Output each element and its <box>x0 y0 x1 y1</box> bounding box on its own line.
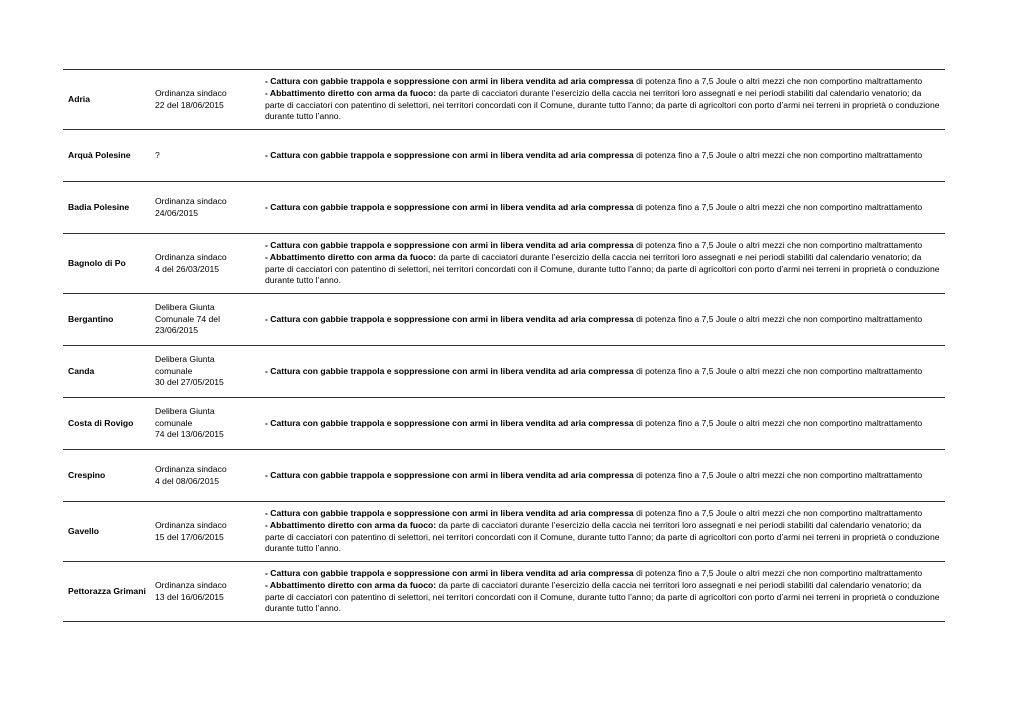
measure-line <box>265 508 941 520</box>
measure-text: di potenza fino a 7,5 Joule o altri mezzi che non comportino maltrattamento <box>633 417 923 428</box>
act-cell: Delibera Giunta Comunale 74 del 23/06/2015 <box>151 294 261 346</box>
measure-line <box>265 520 941 555</box>
measure-title: - Cattura con gabbie trappola e soppressione con armi in libera vendita ad aria compressa <box>265 568 634 579</box>
measure-line <box>265 418 941 430</box>
measure-line <box>265 580 941 615</box>
measure-line <box>265 568 941 580</box>
measure-text: di potenza fino a 7,5 Joule o altri mezzi che non comportino maltrattamento <box>633 149 923 160</box>
measure-text: di potenza fino a 7,5 Joule o altri mezzi che non comportino maltrattamento <box>633 469 923 480</box>
measure-text: di potenza fino a 7,5 Joule o altri mezzi che non comportino maltrattamento <box>633 240 923 251</box>
measures-cell <box>261 346 945 398</box>
act-cell: Delibera Giunta comunale 30 del 27/05/2015 <box>151 346 261 398</box>
municipality-cell: Adria <box>63 70 151 130</box>
act-cell: ? <box>151 130 261 182</box>
measure-title: - Abbattimento diretto con arma da fuoco: <box>265 579 437 590</box>
measures-cell <box>261 294 945 346</box>
act-cell: Ordinanza sindaco 13 del 16/06/2015 <box>151 562 261 622</box>
table-row <box>63 398 945 450</box>
measure-title: - Cattura con gabbie trappola e soppressione con armi in libera vendita ad aria compressa <box>265 417 634 428</box>
table-row <box>63 234 945 294</box>
act-cell: Ordinanza sindaco 4 del 26/03/2015 <box>151 234 261 294</box>
measure-line <box>265 252 941 287</box>
municipality-cell: Pettorazza Grimani <box>63 562 151 622</box>
municipality-cell: Bergantino <box>63 294 151 346</box>
table-body <box>63 70 945 622</box>
municipality-cell: Gavello <box>63 502 151 562</box>
measure-text: di potenza fino a 7,5 Joule o altri mezzi che non comportino maltrattamento <box>633 201 923 212</box>
document-page <box>63 69 943 622</box>
municipality-cell: Arquà Polesine <box>63 130 151 182</box>
municipality-cell: Badia Polesine <box>63 182 151 234</box>
measure-title: - Abbattimento diretto con arma da fuoco: <box>265 251 437 262</box>
measure-text: da parte di cacciatori durante l’esercizio della caccia nei territori loro assegnati e nei periodi stabiliti dal calendario venatorio; da parte di cacciatori con patentino di selettori, nei territori concordati con il Comune, durante tutto l’anno; da parte di agricoltori con porto d’armi nei terreni in proprietà o conduzione durante tutto l’anno. <box>265 251 940 286</box>
measures-cell <box>261 562 945 622</box>
measures-cell <box>261 182 945 234</box>
measure-title: - Abbattimento diretto con arma da fuoco: <box>265 519 437 530</box>
municipality-cell: Costa di Rovigo <box>63 398 151 450</box>
measures-cell <box>261 450 945 502</box>
act-cell: Delibera Giunta comunale 74 del 13/06/2015 <box>151 398 261 450</box>
table-row <box>63 346 945 398</box>
measure-title: - Cattura con gabbie trappola e soppressione con armi in libera vendita ad aria compressa <box>265 240 634 251</box>
measure-text: di potenza fino a 7,5 Joule o altri mezzi che non comportino maltrattamento <box>633 313 923 324</box>
measure-title: - Cattura con gabbie trappola e soppressione con armi in libera vendita ad aria compressa <box>265 313 634 324</box>
measure-text: di potenza fino a 7,5 Joule o altri mezzi che non comportino maltrattamento <box>633 365 923 376</box>
act-cell: Ordinanza sindaco 4 del 08/06/2015 <box>151 450 261 502</box>
table-row <box>63 182 945 234</box>
measure-line <box>265 470 941 482</box>
measure-text: da parte di cacciatori durante l’esercizio della caccia nei territori loro assegnati e nei periodi stabiliti dal calendario venatorio; da parte di cacciatori con patentino di selettori, nei territori concordati con il Comune, durante tutto l’anno; da parte di agricoltori con porto d’armi nei terreni in proprietà o conduzione durante tutto l’anno. <box>265 87 940 122</box>
measure-line <box>265 88 941 123</box>
measure-title: - Cattura con gabbie trappola e soppressione con armi in libera vendita ad aria compressa <box>265 149 634 160</box>
table-row <box>63 450 945 502</box>
act-cell: Ordinanza sindaco 15 del 17/06/2015 <box>151 502 261 562</box>
table-row <box>63 502 945 562</box>
measures-cell <box>261 398 945 450</box>
act-cell: Ordinanza sindaco 24/06/2015 <box>151 182 261 234</box>
measure-line <box>265 314 941 326</box>
measure-text: da parte di cacciatori durante l’esercizio della caccia nei territori loro assegnati e nei periodi stabiliti dal calendario venatorio; da parte di cacciatori con patentino di selettori, nei territori concordati con il Comune, durante tutto l’anno; da parte di agricoltori con porto d’armi nei terreni in proprietà o conduzione durante tutto l’anno. <box>265 579 940 614</box>
measure-title: - Cattura con gabbie trappola e soppressione con armi in libera vendita ad aria compressa <box>265 508 634 519</box>
measure-line <box>265 366 941 378</box>
measure-line <box>265 76 941 88</box>
measure-line <box>265 150 941 162</box>
measure-title: - Abbattimento diretto con arma da fuoco: <box>265 87 437 98</box>
municipality-cell: Crespino <box>63 450 151 502</box>
measure-text: da parte di cacciatori durante l’esercizio della caccia nei territori loro assegnati e nei periodi stabiliti dal calendario venatorio; da parte di cacciatori con patentino di selettori, nei territori concordati con il Comune, durante tutto l’anno; da parte di agricoltori con porto d’armi nei terreni in proprietà o conduzione durante tutto l’anno. <box>265 519 940 554</box>
measure-text: di potenza fino a 7,5 Joule o altri mezzi che non comportino maltrattamento <box>633 508 923 519</box>
table-row <box>63 70 945 130</box>
table-row <box>63 562 945 622</box>
measure-title: - Cattura con gabbie trappola e soppressione con armi in libera vendita ad aria compressa <box>265 76 634 87</box>
measure-text: di potenza fino a 7,5 Joule o altri mezzi che non comportino maltrattamento <box>633 568 923 579</box>
measure-title: - Cattura con gabbie trappola e soppressione con armi in libera vendita ad aria compressa <box>265 365 634 376</box>
municipality-cell: Canda <box>63 346 151 398</box>
act-cell: Ordinanza sindaco 22 del 18/06/2015 <box>151 70 261 130</box>
measure-title: - Cattura con gabbie trappola e soppressione con armi in libera vendita ad aria compressa <box>265 201 634 212</box>
municipality-cell: Bagnolo di Po <box>63 234 151 294</box>
measures-cell <box>261 502 945 562</box>
measure-title: - Cattura con gabbie trappola e soppressione con armi in libera vendita ad aria compressa <box>265 469 634 480</box>
measure-line <box>265 202 941 214</box>
measure-line <box>265 240 941 252</box>
measures-cell <box>261 234 945 294</box>
table-row <box>63 130 945 182</box>
measure-text: di potenza fino a 7,5 Joule o altri mezzi che non comportino maltrattamento <box>633 76 923 87</box>
measures-cell <box>261 130 945 182</box>
municipality-measures-table <box>63 69 945 622</box>
measures-cell <box>261 70 945 130</box>
table-row <box>63 294 945 346</box>
